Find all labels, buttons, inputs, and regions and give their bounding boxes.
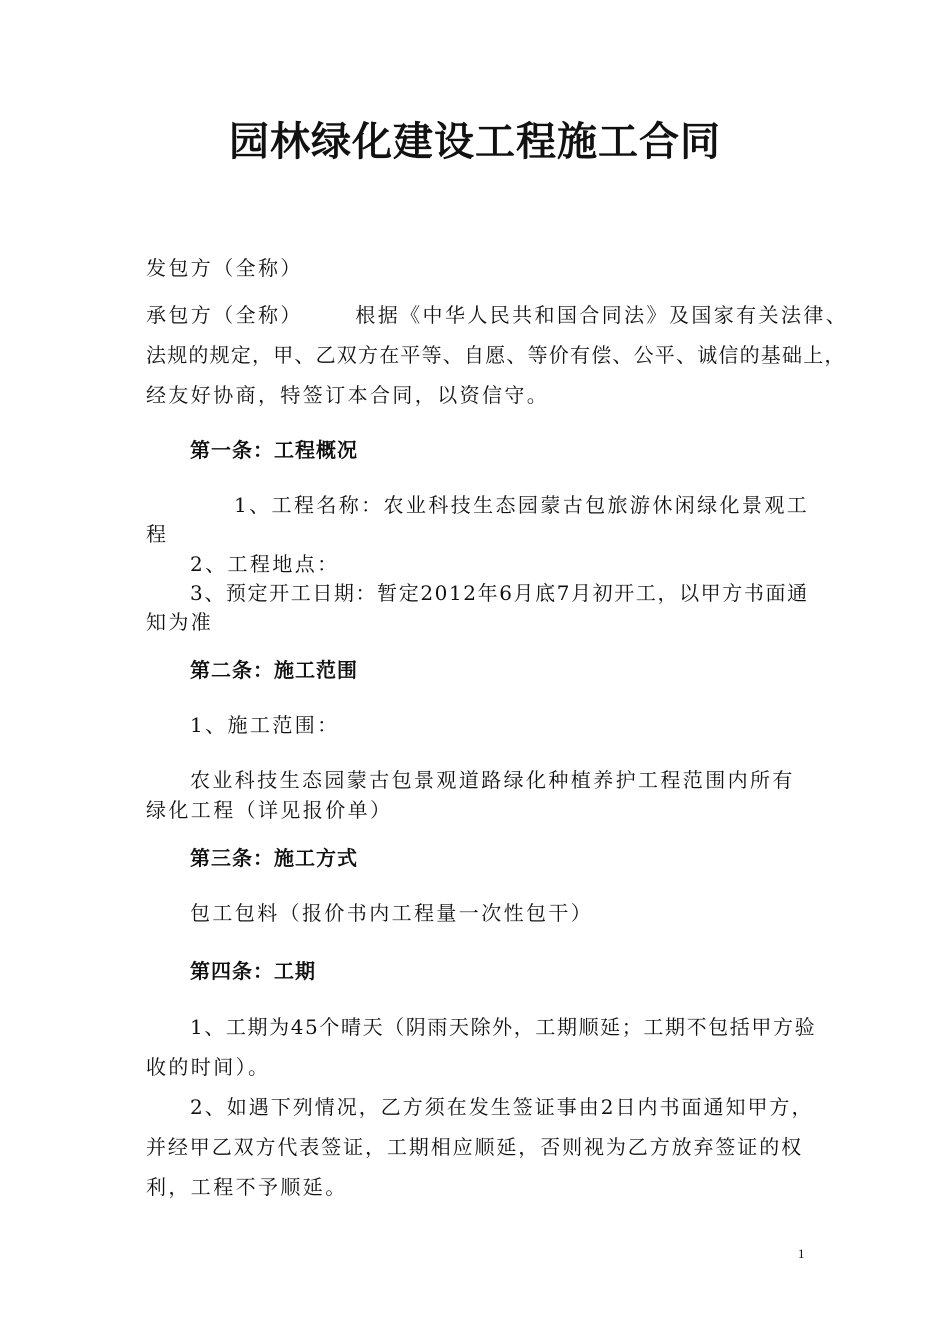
page-number: 1 bbox=[798, 1246, 805, 1261]
article-4-item-2-line-2: 并经甲乙双方代表签证，工期相应顺延，否则视为乙方放弃签证的权 bbox=[146, 1135, 803, 1159]
article-1-item-1-line-2: 程 bbox=[146, 522, 169, 546]
article-2-desc-line-1: 农业科技生态园蒙古包景观道路绿化种植养护工程范围内所有 bbox=[190, 768, 795, 792]
article-4-item-2-line-1: 2、如遇下列情况，乙方须在发生签证事由2日内书面通知甲方， bbox=[190, 1095, 814, 1119]
article-1-item-3-line-2: 知为准 bbox=[146, 610, 214, 634]
article-3-heading: 第三条：施工方式 bbox=[190, 846, 358, 870]
article-3-desc: 包工包料（报价书内工程量一次性包干） bbox=[190, 901, 594, 925]
intro-line-1: 承包方（全称） 根据《中华人民共和国合同法》及国家有关法律、 bbox=[146, 303, 849, 327]
party-a-line: 发包方（全称） bbox=[146, 256, 303, 280]
document-title: 园林绿化建设工程施工合同 bbox=[229, 119, 721, 165]
article-2-item-1: 1、施工范围： bbox=[190, 713, 340, 737]
article-2-desc-line-2: 绿化工程（详见报价单） bbox=[146, 798, 393, 822]
article-1-item-2: 2、工程地点： bbox=[190, 552, 340, 576]
article-4-item-1-line-2: 收的时间）。 bbox=[146, 1055, 271, 1079]
article-4-item-2-line-3: 利，工程不予顺延。 bbox=[146, 1175, 348, 1199]
article-1-item-1-line-1: 1、工程名称：农业科技生态园蒙古包旅游休闲绿化景观工 bbox=[234, 493, 810, 517]
article-4-heading: 第四条：工期 bbox=[190, 959, 316, 983]
article-4-item-1-line-1: 1、工期为45个晴天（阴雨天除外，工期顺延；工期不包括甲方验 bbox=[190, 1015, 817, 1039]
article-2-heading: 第二条：施工范围 bbox=[190, 658, 358, 682]
intro-line-2: 法规的规定，甲、乙双方在平等、自愿、等价有偿、公平、诚信的基础上， bbox=[146, 343, 846, 367]
article-1-heading: 第一条：工程概况 bbox=[190, 438, 358, 462]
article-1-item-3-line-1: 3、预定开工日期：暂定2012年6月底7月初开工，以甲方书面通 bbox=[190, 581, 809, 605]
intro-line-3: 经友好协商，特签订本合同，以资信守。 bbox=[146, 383, 550, 407]
